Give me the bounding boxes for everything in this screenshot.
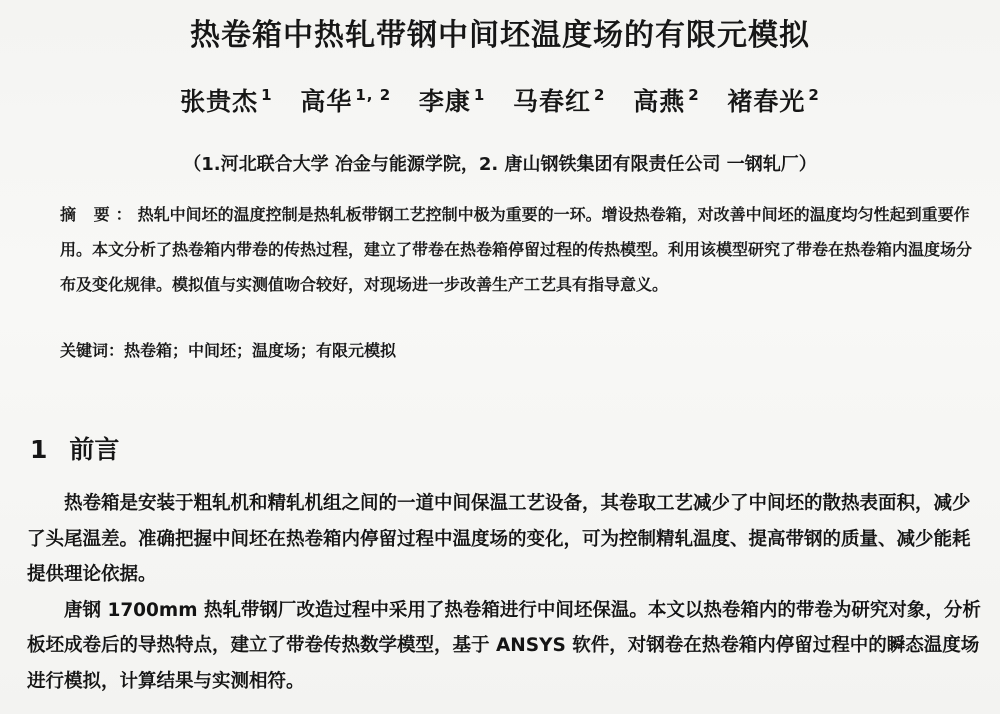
author	[513, 87, 605, 116]
section-body	[27, 486, 982, 699]
author-affiliation-mark: 1, 2	[355, 86, 392, 104]
author	[727, 87, 819, 116]
affiliation: （1.河北联合大学 冶金与能源学院，2. 唐山钢铁集团有限责任公司 一钢轧厂）	[183, 154, 817, 175]
author	[180, 87, 272, 116]
author-affiliation-mark: 2	[688, 86, 700, 104]
author-affiliation-mark: 2	[808, 86, 820, 104]
section-number: 1	[30, 435, 48, 464]
author-affiliation-mark: 2	[594, 86, 606, 104]
paragraph: 唐钢 1700mm 热轧带钢厂改造过程中采用了热卷箱进行中间坯保温。本文以热卷箱内的带卷为研究对象，分析板坯成卷后的导热特点，建立了带卷传热数学模型，基于 ANSYS 软件，对钢卷在热卷箱内停留过程中的瞬态温度场进行模拟，计算结果与实测相符。	[27, 599, 981, 692]
author	[300, 87, 391, 116]
author-list	[0, 82, 1000, 118]
paper-title: 热卷箱中热轧带钢中间坯温度场的有限元模拟	[190, 18, 810, 53]
abstract-text: 热轧中间坯的温度控制是热轧板带钢工艺控制中极为重要的一环。增设热卷箱，对改善中间坯的温度均匀性起到重要作用。本文分析了热卷箱内带卷的传热过程，建立了带卷在热卷箱停留过程的传热模型。利用该模型研究了带卷在热卷箱内温度场分布及变化规律。模拟值与实测值吻合较好，对现场进一步改善生产工艺具有指导意义。	[60, 205, 973, 294]
author-name: 高燕	[633, 87, 686, 116]
keywords-label: 关键词：	[60, 341, 125, 360]
abstract-label: 摘 要：	[60, 205, 138, 224]
author-name: 李康	[418, 87, 471, 116]
author-affiliation-mark: 1	[473, 86, 486, 104]
author-name: 褚春光	[727, 87, 806, 116]
author-name: 马春红	[513, 87, 592, 116]
keywords-text: 热卷箱；中间坯；温度场；有限元模拟	[124, 341, 397, 360]
author-name: 高华	[300, 87, 353, 116]
keywords	[60, 338, 396, 361]
abstract	[60, 197, 985, 302]
author	[419, 87, 485, 116]
section-title: 前言	[69, 435, 120, 464]
section-heading	[30, 430, 119, 466]
author-affiliation-mark: 1	[261, 86, 273, 104]
author	[633, 87, 699, 116]
author-name: 张贵杰	[180, 87, 259, 116]
paragraph: 热卷箱是安装于粗轧机和精轧机组之间的一道中间保温工艺设备，其卷取工艺减少了中间坯的散热表面积，减少了头尾温差。准确把握中间坯在热卷箱内停留过程中温度场的变化，可为控制精轧温度、提高带钢的质量、减少能耗提供理论依据。	[27, 493, 971, 585]
